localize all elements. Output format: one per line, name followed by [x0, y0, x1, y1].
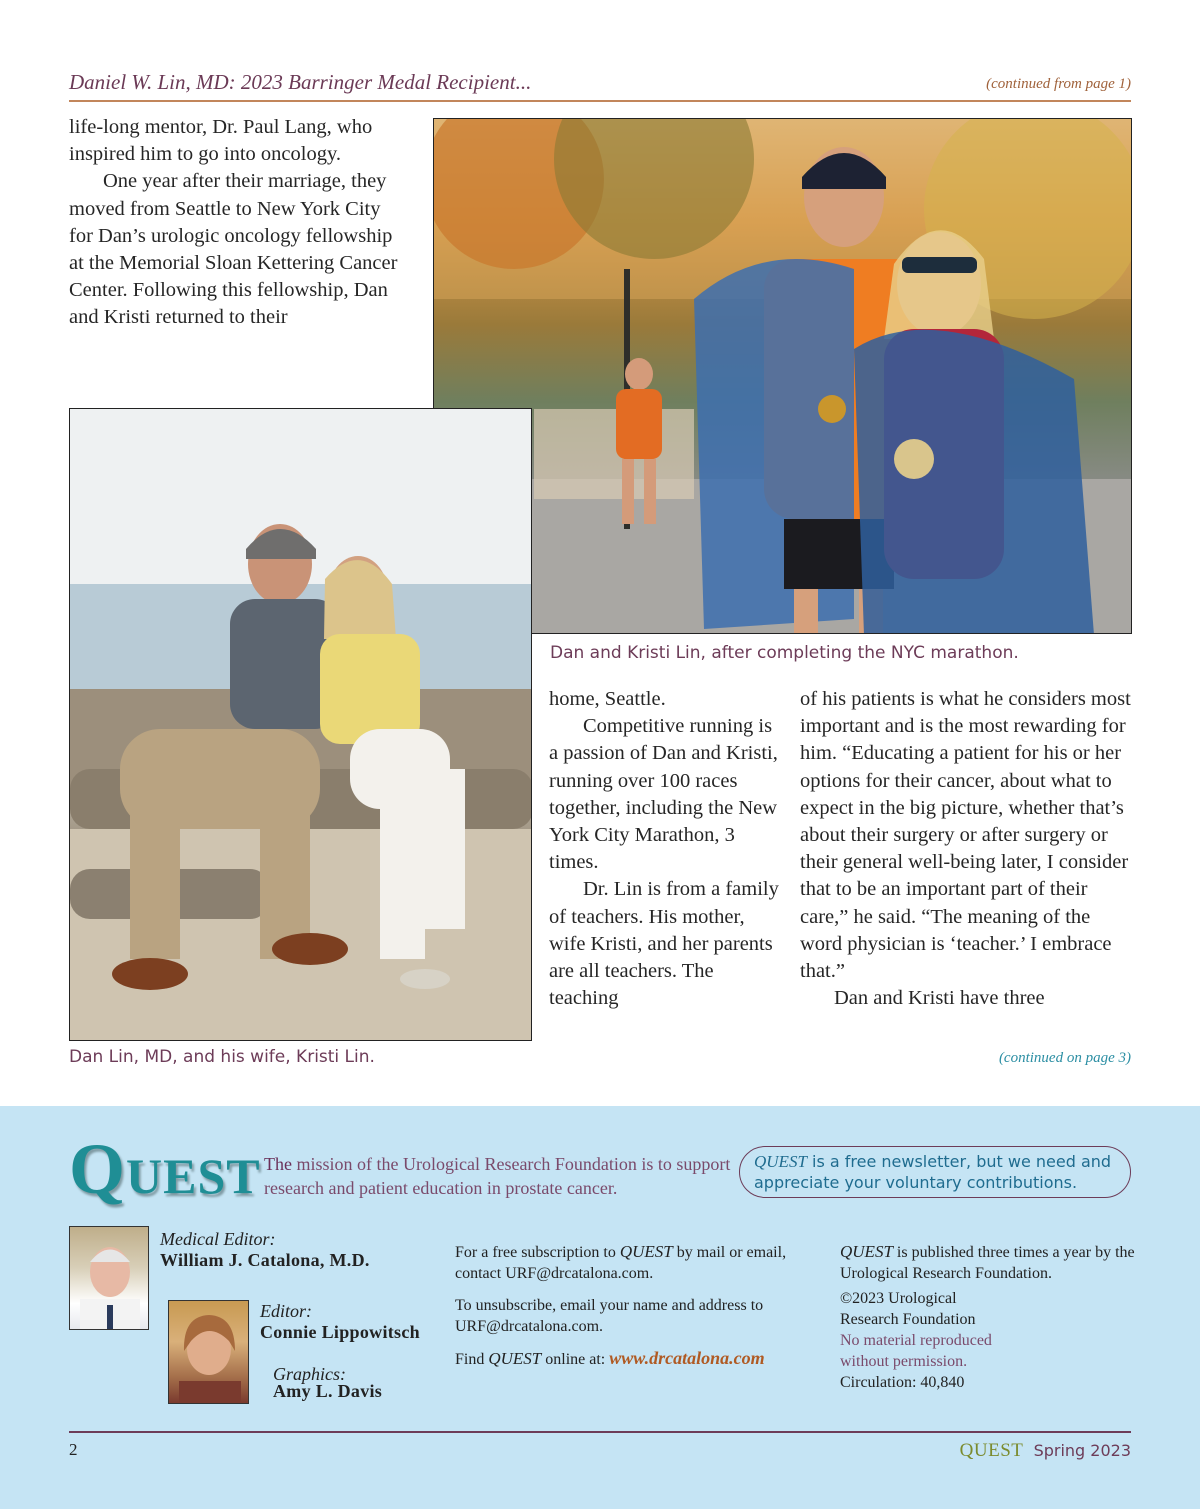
- paragraph: of his patients is what he considers most important and is the most rewarding for him. “Educating a patient for his or her options for their cancer, about what to expect in the big picture, whether that’s about their surgery or after surgery or their general well-being later, I consider that to be an important part of their care,” he said. “The meaning of the word physician is ‘teacher.’ I embrace that.”: [800, 688, 1131, 983]
- unsubscribe-info: To unsubscribe, email your name and address to URF@drcatalona.com.: [455, 1297, 764, 1335]
- lippowitsch-headshot: [168, 1300, 249, 1404]
- catalona-headshot: [69, 1226, 149, 1330]
- paragraph: life-long mentor, Dr. Paul Lang, who inspired him to go into oncology.: [69, 116, 373, 166]
- graphics-label: Graphics:: [273, 1364, 346, 1384]
- website-link[interactable]: www.drcatalona.com: [609, 1348, 765, 1368]
- footer-divider: [69, 1431, 1131, 1433]
- beach-photo-illustration: [70, 409, 532, 1041]
- medical-editor-label: Medical Editor:: [160, 1229, 276, 1249]
- paragraph: One year after their marriage, they moved from Seattle to New York City for Dan’s urologic oncology fellowship at the Memorial Sloan Kettering Cancer Center. Following this fellowship, Dan and Kristi returned to their: [69, 170, 398, 329]
- subscribe-info: For a free subscription to QUEST by mail or email, contact URF@drcatalona.com.: [455, 1242, 787, 1282]
- paragraph: Competitive running is a passion of Dan and Kristi, running over 100 races together, including the New York City Marathon, 3 times.: [549, 715, 778, 874]
- paragraph: Dr. Lin is from a family of teachers. His mother, wife Kristi, and her parents are all teachers. The teaching: [549, 878, 779, 1010]
- graphics-name: Amy L. Davis: [273, 1381, 383, 1401]
- marathon-photo: [433, 118, 1132, 634]
- publication-info: QUEST is published three times a year by the Urological Research Foundation.: [840, 1242, 1135, 1282]
- continued-on-link[interactable]: (continued on page 3): [998, 1050, 1131, 1066]
- header-divider: [69, 100, 1131, 102]
- continued-from-note: (continued from page 1): [986, 76, 1131, 92]
- article-column-1: [69, 114, 409, 332]
- article-column-3: [800, 686, 1135, 1012]
- article-running-head: Daniel W. Lin, MD: 2023 Barringer Medal Recipient...: [69, 70, 532, 94]
- donation-note: QUEST is a free newsletter, but we need and appreciate your voluntary contributions.: [739, 1146, 1131, 1198]
- mission-statement: The mission of the Urological Research Foundation is to support research and patient education in prostate cancer.: [264, 1154, 731, 1198]
- reproduction-notice: No material reproduced without permission.: [840, 1332, 992, 1370]
- issue-footer: QUEST Spring 2023: [959, 1440, 1131, 1461]
- paragraph: home, Seattle.: [549, 688, 666, 710]
- copyright: ©2023 Urological Research Foundation: [840, 1290, 976, 1328]
- beach-photo-caption: Dan Lin, MD, and his wife, Kristi Lin.: [69, 1047, 375, 1067]
- editor-name: Connie Lippowitsch: [260, 1322, 420, 1342]
- marathon-photo-illustration: [434, 119, 1132, 634]
- beach-photo: [69, 408, 532, 1041]
- editor-label: Editor:: [260, 1301, 312, 1321]
- circulation: Circulation: 40,840: [840, 1374, 965, 1391]
- website-info: Find QUEST online at: www.drcatalona.com: [455, 1348, 765, 1368]
- page-number: 2: [69, 1440, 78, 1459]
- quest-logo: QUEST: [69, 1129, 261, 1209]
- article-column-2: [549, 686, 779, 1012]
- marathon-photo-caption: Dan and Kristi Lin, after completing the NYC marathon.: [550, 643, 1019, 663]
- medical-editor-name: William J. Catalona, M.D.: [160, 1250, 370, 1270]
- paragraph: Dan and Kristi have three: [834, 987, 1045, 1010]
